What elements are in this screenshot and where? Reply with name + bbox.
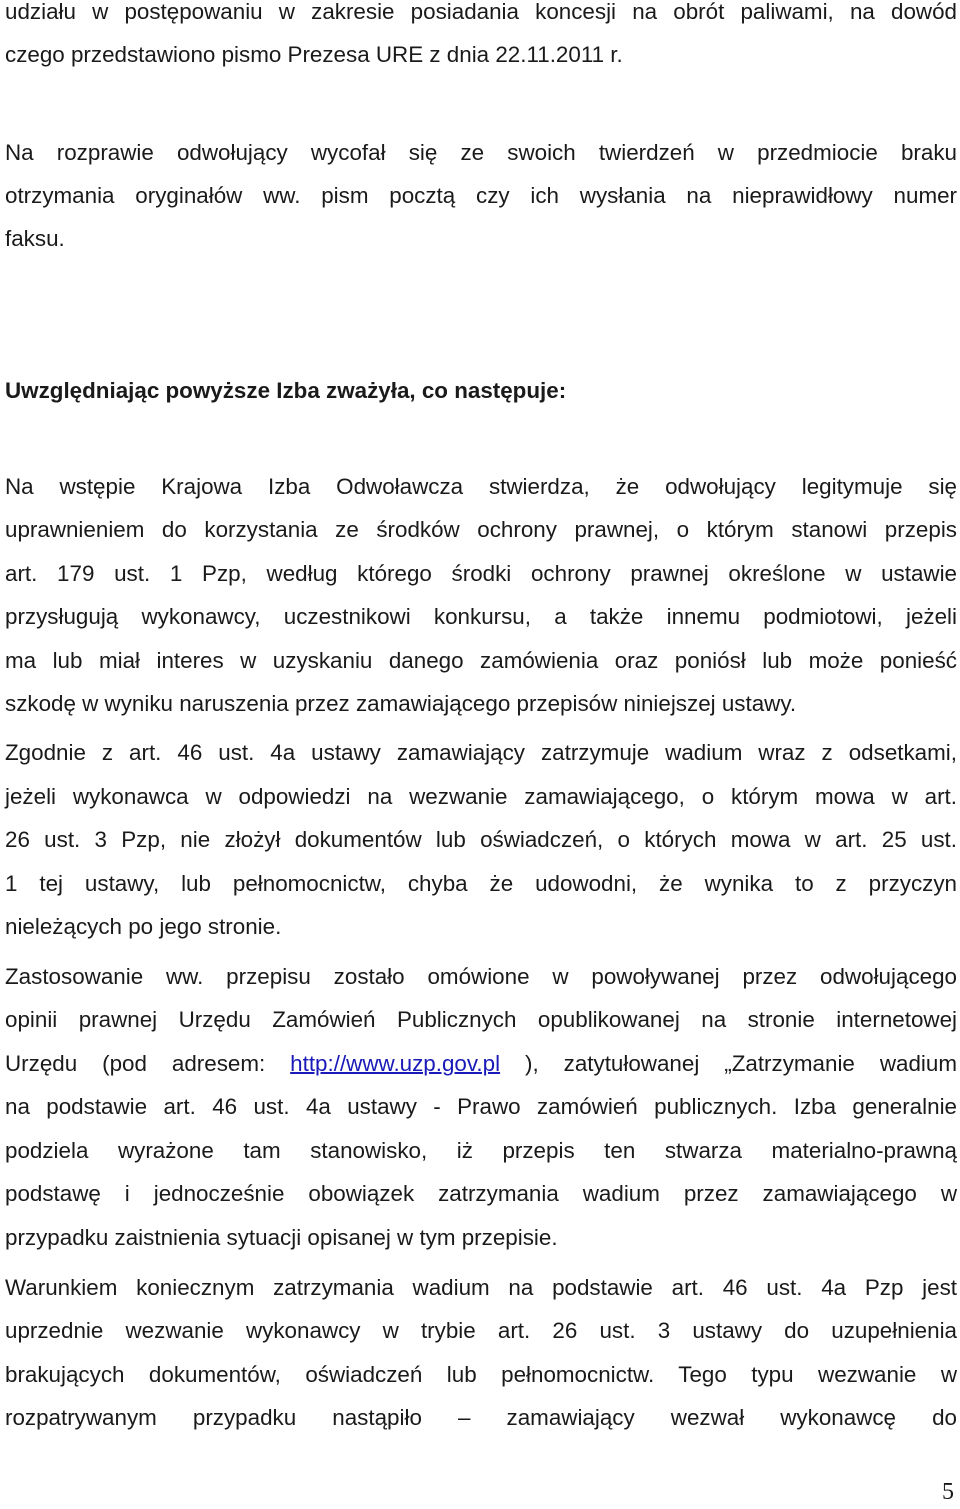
paragraph-1-line-1: udziału w postępowaniu w zakresie posiadania koncesji na obrót paliwami, na dowód: [5, 0, 957, 24]
paragraph-2-line-1: Na rozprawie odwołujący wycofał się ze swoich twierdzeń w przedmiocie braku: [5, 140, 957, 165]
paragraph-4-line-4: 1 tej ustawy, lub pełnomocnictw, chyba że udowodni, że wynika to z przyczyn: [5, 871, 957, 896]
paragraph-6-line-4: rozpatrywanym przypadku nastąpiło – zamawiający wezwał wykonawcę do: [5, 1405, 957, 1430]
paragraph-4-line-3: 26 ust. 3 Pzp, nie złożył dokumentów lub oświadczeń, o których mowa w art. 25 ust.: [5, 827, 957, 852]
paragraph-2-line-3: faksu.: [5, 226, 65, 251]
paragraph-5-line-6: podstawę i jednocześnie obowiązek zatrzymania wadium przez zamawiającego w: [5, 1181, 957, 1206]
paragraph-5-line-3-before: Urzędu (pod adresem:: [5, 1051, 291, 1076]
paragraph-6-line-3: brakujących dokumentów, oświadczeń lub pełnomocnictw. Tego typu wezwanie w: [5, 1362, 957, 1387]
paragraph-4-line-2: jeżeli wykonawca w odpowiedzi na wezwanie zamawiającego, o którym mowa w art.: [5, 784, 957, 809]
page-number: 5: [942, 1479, 954, 1505]
uzp-website-link[interactable]: http://www.uzp.gov.pl: [290, 1051, 501, 1076]
paragraph-3-line-4: przysługują wykonawcy, uczestnikowi konkursu, a także innemu podmiotowi, jeżeli: [5, 604, 957, 629]
paragraph-2-line-2: otrzymania oryginałów ww. pism pocztą czy ich wysłania na nieprawidłowy numer: [5, 183, 957, 208]
section-heading: Uwzględniając powyższe Izba zważyła, co następuje:: [5, 378, 567, 403]
paragraph-4-line-5: nieleżących po jego stronie.: [5, 914, 282, 939]
paragraph-6-line-1: Warunkiem koniecznym zatrzymania wadium na podstawie art. 46 ust. 4a Pzp jest: [5, 1275, 957, 1300]
paragraph-3-line-1: Na wstępie Krajowa Izba Odwoławcza stwierdza, że odwołujący legitymuje się: [5, 474, 957, 499]
paragraph-4-line-1: Zgodnie z art. 46 ust. 4a ustawy zamawiający zatrzymuje wadium wraz z odsetkami,: [5, 740, 957, 765]
paragraph-3-line-6: szkodę w wyniku naruszenia przez zamawiającego przepisów niniejszej ustawy.: [5, 691, 797, 716]
paragraph-3-line-5: ma lub miał interes w uzyskaniu danego zamówienia oraz poniósł lub może ponieść: [5, 648, 957, 673]
paragraph-3-line-2: uprawnieniem do korzystania ze środków ochrony prawnej, o którym stanowi przepis: [5, 517, 957, 542]
paragraph-5-line-3: [5, 1046, 957, 1082]
paragraph-5-line-1: Zastosowanie ww. przepisu zostało omówione w powoływanej przez odwołującego: [5, 964, 957, 989]
paragraph-5-line-5: podziela wyrażone tam stanowisko, iż przepis ten stwarza materialno-prawną: [5, 1138, 957, 1163]
paragraph-1-line-2: czego przedstawiono pismo Prezesa URE z dnia 22.11.2011 r.: [5, 42, 623, 67]
paragraph-5-line-7: przypadku zaistnienia sytuacji opisanej w tym przepisie.: [5, 1225, 558, 1250]
paragraph-6-line-2: uprzednie wezwanie wykonawcy w trybie art. 26 ust. 3 ustawy do uzupełnienia: [5, 1318, 957, 1343]
paragraph-5-line-2: opinii prawnej Urzędu Zamówień Publicznych opublikowanej na stronie internetowej: [5, 1007, 957, 1032]
paragraph-5-line-4: na podstawie art. 46 ust. 4a ustawy - Prawo zamówień publicznych. Izba generalnie: [5, 1094, 957, 1119]
paragraph-5-line-3-after: ), zatytułowanej „Zatrzymanie wadium: [500, 1051, 957, 1076]
paragraph-3-line-3: art. 179 ust. 1 Pzp, według którego środki ochrony prawnej określone w ustawie: [5, 561, 957, 586]
